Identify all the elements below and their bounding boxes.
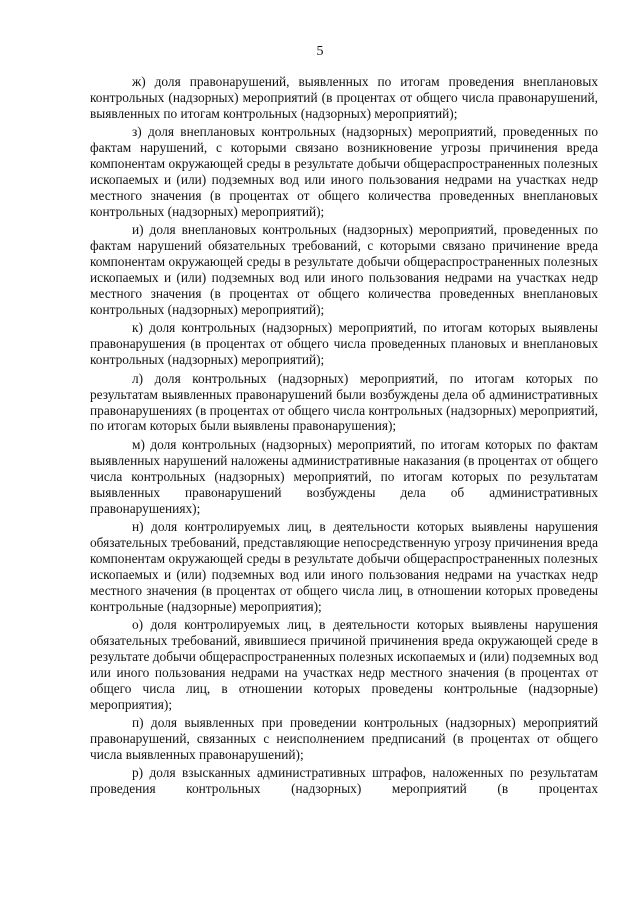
paragraph-p: п) доля выявленных при проведении контрольных (надзорных) мероприятий правонарушений, связанных с неисполнением предписаний (в процентах от общего числа выявленных правонарушений); [90,715,598,762]
paragraph-l: л) доля контрольных (надзорных) мероприятий, по итогам которых по результатам выявленных правонарушений были возбуждены дела об административных правонарушениях (в процентах от общего числа контрольных (надзорных) мероприятий, по итогам которых были выявлены правонарушения); [90,370,598,434]
paragraph-zh: ж) доля правонарушений, выявленных по итогам проведения внеплановых контрольных (надзорных) мероприятий (в процентах от общего числа правонарушений, выявленных по итогам контрольных (надзорных) мероприятий); [90,74,598,121]
paragraph-r: р) доля взысканных административных штрафов, наложенных по результатам проведения контрольных (надзорных) мероприятий (в процентах [90,765,598,797]
document-body [90,74,598,800]
paragraph-z: з) доля внеплановых контрольных (надзорных) мероприятий, проведенных по фактам нарушений, с которыми связано возникновение угрозы причинения вреда компонентам окружающей среды в результате добычи общераспространенных полезных ископаемых и (или) подземных вод или иного пользования недрами на участках недр местного значения (в процентах от общего количества проведенных внеплановых контрольных (надзорных) мероприятий); [90,124,598,219]
paragraph-k: к) доля контрольных (надзорных) мероприятий, по итогам которых выявлены правонарушения (в процентах от общего числа проведенных плановых и внеплановых контрольных (надзорных) мероприятий); [90,320,598,368]
paragraph-n: н) доля контролируемых лиц, в деятельности которых выявлены нарушения обязательных требований, представляющие непосредственную угрозу причинения вреда компонентам окружающей среды в результате добычи общераспространенных полезных ископаемых и (или) подземных вод или иного пользования недрами на участках недр местного значения (в процентах от общего числа лиц, в отношении которых проведены контрольные (надзорные) мероприятия); [90,519,598,614]
paragraph-i: и) доля внеплановых контрольных (надзорных) мероприятий, проведенных по фактам нарушений обязательных требований, с которыми связано причинение вреда компонентам окружающей среды в результате добычи общераспространенных полезных ископаемых и (или) подземных вод или иного пользования недрами на участках недр местного значения (в процентах от общего количества проведенных внеплановых контрольных (надзорных) мероприятий); [90,222,598,317]
page-number: 5 [316,44,324,59]
paragraph-m: м) доля контрольных (надзорных) мероприятий, по итогам которых по фактам выявленных нарушений наложены административные наказания (в процентах от общего числа контрольных (надзорных) мероприятий, по итогам которых по результатам выявленных правонарушений возбуждены дела об административных правонарушениях); [90,436,598,516]
paragraph-o: о) доля контролируемых лиц, в деятельности которых выявлены нарушения обязательных требований, явившиеся причиной причинения вреда окружающей среде в результате добычи общераспространенных полезных ископаемых и (или) подземных вод или иного пользования недрами на участках недр местного значения (в процентах от общего числа лиц, в отношении которых проведены контрольные (надзорные) мероприятия); [90,617,598,712]
